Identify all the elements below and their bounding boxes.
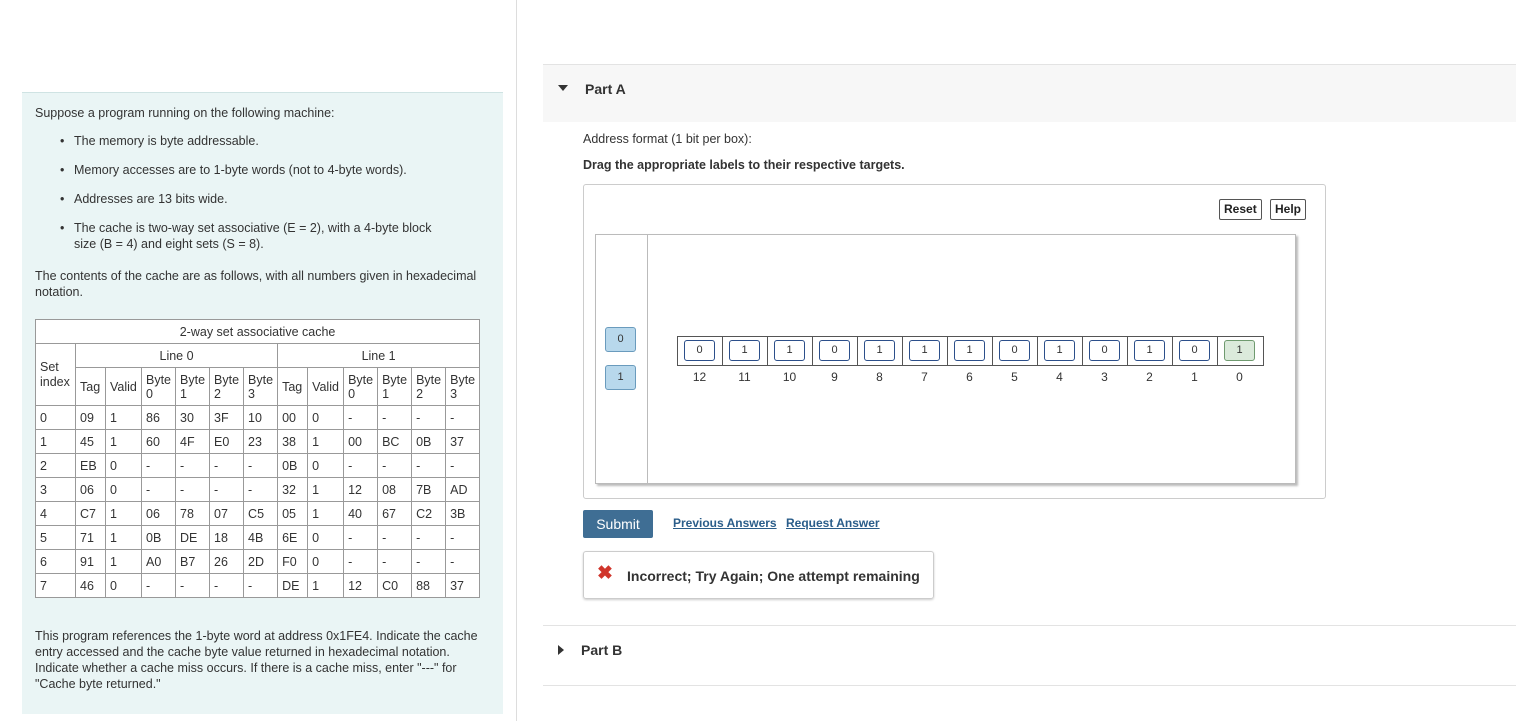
placed-bit-label[interactable]: 1: [774, 340, 805, 361]
drag-instructions: Drag the appropriate labels to their respective targets.: [583, 158, 905, 172]
column-header: Byte 3: [446, 368, 480, 406]
request-answer-link[interactable]: Request Answer: [786, 516, 880, 530]
table-cell: 0B: [278, 454, 308, 478]
column-header: Valid: [106, 368, 142, 406]
table-cell: 0: [308, 526, 344, 550]
placed-bit-label[interactable]: 0: [1179, 340, 1210, 361]
bit-target[interactable]: [903, 337, 948, 365]
table-cell: -: [344, 550, 378, 574]
table-cell: C2: [412, 502, 446, 526]
table-cell: -: [378, 526, 412, 550]
table-cell: 1: [106, 502, 142, 526]
table-cell: 3: [36, 478, 76, 502]
placed-bit-label[interactable]: 1: [729, 340, 760, 361]
table-cell: 1: [308, 574, 344, 598]
spec-item: • The cache is two-way set associative (E = 2), with a 4-byte block size (B = 4) and eight sets (S = 8).: [74, 220, 454, 252]
triangle-right-icon[interactable]: [558, 645, 564, 655]
table-cell: 0: [308, 550, 344, 574]
table-cell: -: [210, 478, 244, 502]
bit-position-label: 10: [782, 370, 797, 384]
table-cell: -: [412, 526, 446, 550]
spec-item: • Memory accesses are to 1-byte words (not to 4-byte words).: [74, 162, 454, 178]
table-cell: 4F: [176, 430, 210, 454]
feedback-box: [583, 551, 934, 599]
table-cell: DE: [278, 574, 308, 598]
help-button[interactable]: Help: [1270, 199, 1306, 220]
bit-position-label: 6: [966, 370, 973, 384]
table-cell: -: [378, 550, 412, 574]
table-cell: 91: [76, 550, 106, 574]
table-row: [36, 574, 480, 598]
bit-position-label: 9: [831, 370, 838, 384]
table-cell: -: [210, 574, 244, 598]
table-cell: 86: [142, 406, 176, 430]
bit-position-label: 3: [1101, 370, 1108, 384]
bit-position-label: 12: [692, 370, 707, 384]
column-header: Byte 1: [378, 368, 412, 406]
cache-table: [35, 319, 480, 598]
table-cell: 0: [308, 454, 344, 478]
table-cell: 0: [106, 454, 142, 478]
table-cell: 6E: [278, 526, 308, 550]
table-cell: -: [142, 478, 176, 502]
table-cell: 1: [308, 430, 344, 454]
table-cell: 78: [176, 502, 210, 526]
bit-target[interactable]: [1128, 337, 1173, 365]
table-cell: -: [176, 454, 210, 478]
bit-target[interactable]: [1173, 337, 1218, 365]
palette-label-1[interactable]: 1: [605, 365, 636, 390]
table-cell: -: [176, 478, 210, 502]
table-row: [36, 550, 480, 574]
table-cell: 05: [278, 502, 308, 526]
column-header: Tag: [278, 368, 308, 406]
bit-target[interactable]: [1083, 337, 1128, 365]
part-a-header[interactable]: [543, 64, 1516, 122]
machine-spec-list: [35, 133, 490, 252]
previous-answers-link[interactable]: Previous Answers: [673, 516, 777, 530]
table-cell: -: [244, 454, 278, 478]
bit-target[interactable]: [1218, 337, 1263, 365]
table-cell: -: [176, 574, 210, 598]
table-cell: -: [378, 454, 412, 478]
column-header: Tag: [76, 368, 106, 406]
table-cell: 3B: [446, 502, 480, 526]
table-cell: 0: [308, 406, 344, 430]
table-cell: 09: [76, 406, 106, 430]
table-row: [36, 406, 480, 430]
placed-bit-label[interactable]: 0: [1089, 340, 1120, 361]
table-cell: 2D: [244, 550, 278, 574]
spec-item: • Addresses are 13 bits wide.: [74, 191, 454, 207]
bit-position-label: 11: [738, 370, 751, 384]
table-cell: F0: [278, 550, 308, 574]
table-cell: 45: [76, 430, 106, 454]
table-cell: C5: [244, 502, 278, 526]
column-header-row: [36, 368, 480, 406]
bit-position-label: 1: [1191, 370, 1198, 384]
problem-question: This program references the 1-byte word at address 0x1FE4. Indicate the cache entry accessed and the cache byte value returned in hexadecimal notation. Indicate whether a cache miss occurs. If there is a cache miss, enter "---" for "Cache byte returned.": [35, 629, 478, 691]
table-cell: 37: [446, 430, 480, 454]
address-bit-targets: [677, 336, 1264, 366]
table-cell: 0B: [412, 430, 446, 454]
table-cell: 12: [344, 478, 378, 502]
table-cell: 26: [210, 550, 244, 574]
bit-position-label: 7: [921, 370, 928, 384]
table-cell: 37: [446, 574, 480, 598]
bit-target[interactable]: [1038, 337, 1083, 365]
bit-position-label: 0: [1236, 370, 1243, 384]
table-cell: 46: [76, 574, 106, 598]
table-cell: 88: [412, 574, 446, 598]
table-cell: -: [344, 526, 378, 550]
bit-target[interactable]: [858, 337, 903, 365]
problem-intro: Suppose a program running on the following machine:: [35, 106, 335, 120]
table-cell: 08: [378, 478, 412, 502]
table-cell: 3F: [210, 406, 244, 430]
bit-target[interactable]: [723, 337, 768, 365]
table-cell: -: [446, 454, 480, 478]
table-cell: 6: [36, 550, 76, 574]
table-cell: 1: [308, 478, 344, 502]
placed-bit-label[interactable]: 1: [1134, 340, 1165, 361]
placed-bit-label[interactable]: 1: [864, 340, 895, 361]
table-cell: -: [142, 574, 176, 598]
bit-position-labels: [677, 370, 1262, 384]
column-divider: [516, 0, 517, 721]
table-cell: C7: [76, 502, 106, 526]
table-cell: 1: [106, 550, 142, 574]
table-cell: 38: [278, 430, 308, 454]
table-row: [36, 478, 480, 502]
table-cell: 10: [244, 406, 278, 430]
table-cell: 4: [36, 502, 76, 526]
cache-contents-intro: The contents of the cache are as follows, with all numbers given in hexadecimal notation.: [35, 269, 477, 299]
column-header: Byte 2: [412, 368, 446, 406]
table-cell: AD: [446, 478, 480, 502]
bit-target[interactable]: [678, 337, 723, 365]
placed-bit-label[interactable]: 1: [954, 340, 985, 361]
spec-item: • The memory is byte addressable.: [74, 133, 454, 149]
bit-position-label: 5: [1011, 370, 1018, 384]
table-cell: 0: [36, 406, 76, 430]
table-row: [36, 454, 480, 478]
table-cell: A0: [142, 550, 176, 574]
part-b-title: Part B: [581, 642, 623, 658]
table-cell: 5: [36, 526, 76, 550]
placed-bit-label[interactable]: 1: [1044, 340, 1075, 361]
table-caption: 2-way set associative cache: [36, 320, 480, 344]
bit-target[interactable]: [993, 337, 1038, 365]
table-cell: 06: [76, 478, 106, 502]
table-cell: 0B: [142, 526, 176, 550]
table-cell: EB: [76, 454, 106, 478]
table-cell: -: [446, 406, 480, 430]
bit-target[interactable]: [948, 337, 993, 365]
table-cell: 7B: [412, 478, 446, 502]
bit-position-label: 8: [876, 370, 883, 384]
cache-table-body: [36, 406, 480, 598]
drop-canvas: [595, 234, 1296, 484]
table-cell: 1: [36, 430, 76, 454]
table-cell: 23: [244, 430, 278, 454]
table-cell: -: [412, 406, 446, 430]
triangle-down-icon[interactable]: [558, 85, 568, 91]
table-cell: 1: [308, 502, 344, 526]
column-header: Byte 0: [344, 368, 378, 406]
table-cell: -: [446, 550, 480, 574]
reset-button[interactable]: Reset: [1219, 199, 1262, 220]
table-cell: -: [244, 574, 278, 598]
table-cell: 30: [176, 406, 210, 430]
part-b-header[interactable]: [543, 625, 1516, 686]
table-cell: 07: [210, 502, 244, 526]
table-cell: 00: [278, 406, 308, 430]
column-header: Byte 2: [210, 368, 244, 406]
table-cell: 60: [142, 430, 176, 454]
table-cell: C0: [378, 574, 412, 598]
bit-target[interactable]: [813, 337, 858, 365]
line1-header: Line 1: [278, 344, 480, 368]
table-cell: 2: [36, 454, 76, 478]
column-header: Byte 1: [176, 368, 210, 406]
address-format-label: Address format (1 bit per box):: [583, 132, 752, 146]
table-cell: 7: [36, 574, 76, 598]
x-mark-icon: ✖: [597, 563, 613, 584]
table-cell: -: [344, 454, 378, 478]
line0-header: Line 0: [76, 344, 278, 368]
placed-bit-label[interactable]: 0: [684, 340, 715, 361]
table-cell: 40: [344, 502, 378, 526]
table-cell: 12: [344, 574, 378, 598]
drag-drop-area: [583, 184, 1326, 499]
placed-bit-label[interactable]: 1: [1224, 340, 1255, 361]
placed-bit-label[interactable]: 0: [819, 340, 850, 361]
part-a-title: Part A: [585, 81, 626, 97]
table-row: [36, 430, 480, 454]
table-cell: -: [446, 526, 480, 550]
table-cell: 1: [106, 526, 142, 550]
bit-position-label: 4: [1056, 370, 1063, 384]
table-cell: -: [412, 550, 446, 574]
table-cell: 32: [278, 478, 308, 502]
table-row: [36, 502, 480, 526]
label-palette: [596, 235, 648, 483]
table-cell: 67: [378, 502, 412, 526]
set-index-header: Set index: [36, 344, 76, 406]
table-cell: -: [244, 478, 278, 502]
table-cell: 18: [210, 526, 244, 550]
table-cell: 71: [76, 526, 106, 550]
bit-position-label: 2: [1146, 370, 1153, 384]
table-cell: 0: [106, 478, 142, 502]
column-header: Byte 0: [142, 368, 176, 406]
table-cell: E0: [210, 430, 244, 454]
table-cell: 00: [344, 430, 378, 454]
palette-label-0[interactable]: 0: [605, 327, 636, 352]
table-cell: 4B: [244, 526, 278, 550]
table-cell: -: [210, 454, 244, 478]
column-header: Byte 3: [244, 368, 278, 406]
submit-button[interactable]: Submit: [583, 510, 653, 538]
table-cell: 1: [106, 406, 142, 430]
table-cell: -: [142, 454, 176, 478]
table-cell: DE: [176, 526, 210, 550]
table-cell: -: [378, 406, 412, 430]
bit-target[interactable]: [768, 337, 813, 365]
placed-bit-label[interactable]: 1: [909, 340, 940, 361]
table-cell: B7: [176, 550, 210, 574]
table-cell: 06: [142, 502, 176, 526]
table-cell: 1: [106, 430, 142, 454]
table-cell: 0: [106, 574, 142, 598]
table-cell: BC: [378, 430, 412, 454]
table-cell: -: [344, 406, 378, 430]
table-row: [36, 526, 480, 550]
placed-bit-label[interactable]: 0: [999, 340, 1030, 361]
feedback-text: Incorrect; Try Again; One attempt remaining: [627, 568, 920, 584]
column-header: Valid: [308, 368, 344, 406]
table-cell: -: [412, 454, 446, 478]
problem-panel: [22, 92, 503, 714]
